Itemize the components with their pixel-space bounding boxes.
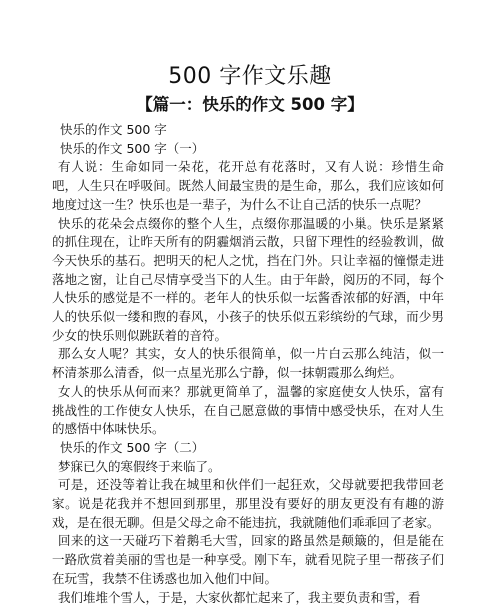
essay-section-heading: 快乐的作文 500 字（一） xyxy=(60,140,205,156)
essay-paragraph: 有人说：生命如同一朵花，花开总有花落时，又有人说：珍惜生命吧，人生只在呼吸间。既然人间最宝贵的是生命，那么，我们应该如何地度过这一生？快乐也是一辈子，为什么不让自己活的快乐一点呢？ xyxy=(52,159,444,212)
essay-paragraph: 梦寐已久的寒假终于来临了。 xyxy=(58,458,221,474)
section-title: 【篇一：快乐的作文 500 字】 xyxy=(136,95,364,114)
essay-section-heading: 快乐的作文 500 字（二） xyxy=(60,439,205,455)
essay-paragraph: 回来的这一天碰巧下着鹅毛大雪，回家的路虽然是颠簸的，但是能在一路欣赏着美丽的雪也是一种享受。刚下车，就看见院子里一帮孩子们在玩雪，我禁不住诱惑也加入他们中间。 xyxy=(52,533,444,586)
essay-paragraph: 那么女人呢？其实，女人的快乐很简单，似一片白云那么纯洁，似一杯清茶那么清香，似一点星光那么宁静，似一抹朝霞那么绚烂。 xyxy=(52,346,444,381)
document-body xyxy=(52,121,444,607)
essay-heading: 快乐的作文 500 字 xyxy=(60,122,167,137)
essay-paragraph: 女人的快乐从何而来？那就更简单了，温馨的家庭使女人快乐，富有挑战性的工作使女人快乐，在自己愿意做的事情中感受快乐，在对人生的感悟中体味快乐。 xyxy=(52,383,444,437)
page-title: 500 字作文乐趣 xyxy=(168,64,332,89)
essay-paragraph: 快乐的花朵会点缀你的整个人生，点缀你那温暖的小巢。快乐是紧紧的抓住现在，让昨天所有的阴霾烟消云散，只留下理性的经验教训，做今天快乐的基石。把明天的杞人之忧，挡在门外。只让幸福的憧憬走进落地之窗，让自己尽情享受当下的人生。由于年龄，阅历的不同，每个人快乐的感觉是不一样的。老年人的快乐似一坛酱香浓郁的好酒，中年人的快乐似一缕和煦的春风，小孩子的快乐似五彩缤纷的气球，而少男少女的快乐则似跳跃着的音符。 xyxy=(52,215,444,343)
essay-paragraph: 我们堆堆个雪人，于是，大家伙都忙起来了，我主要负责和雪，看 xyxy=(58,589,421,605)
essay-paragraph: 可是，还没等着让我在城里和伙伴们一起狂欢，父母就要把我带回老家。说是花我并不想回到那里，那里没有要好的朋友更没有有趣的游戏，是在很无聊。但是父母之命不能违抗，我就随他们乖乖回了老家。 xyxy=(52,477,444,530)
